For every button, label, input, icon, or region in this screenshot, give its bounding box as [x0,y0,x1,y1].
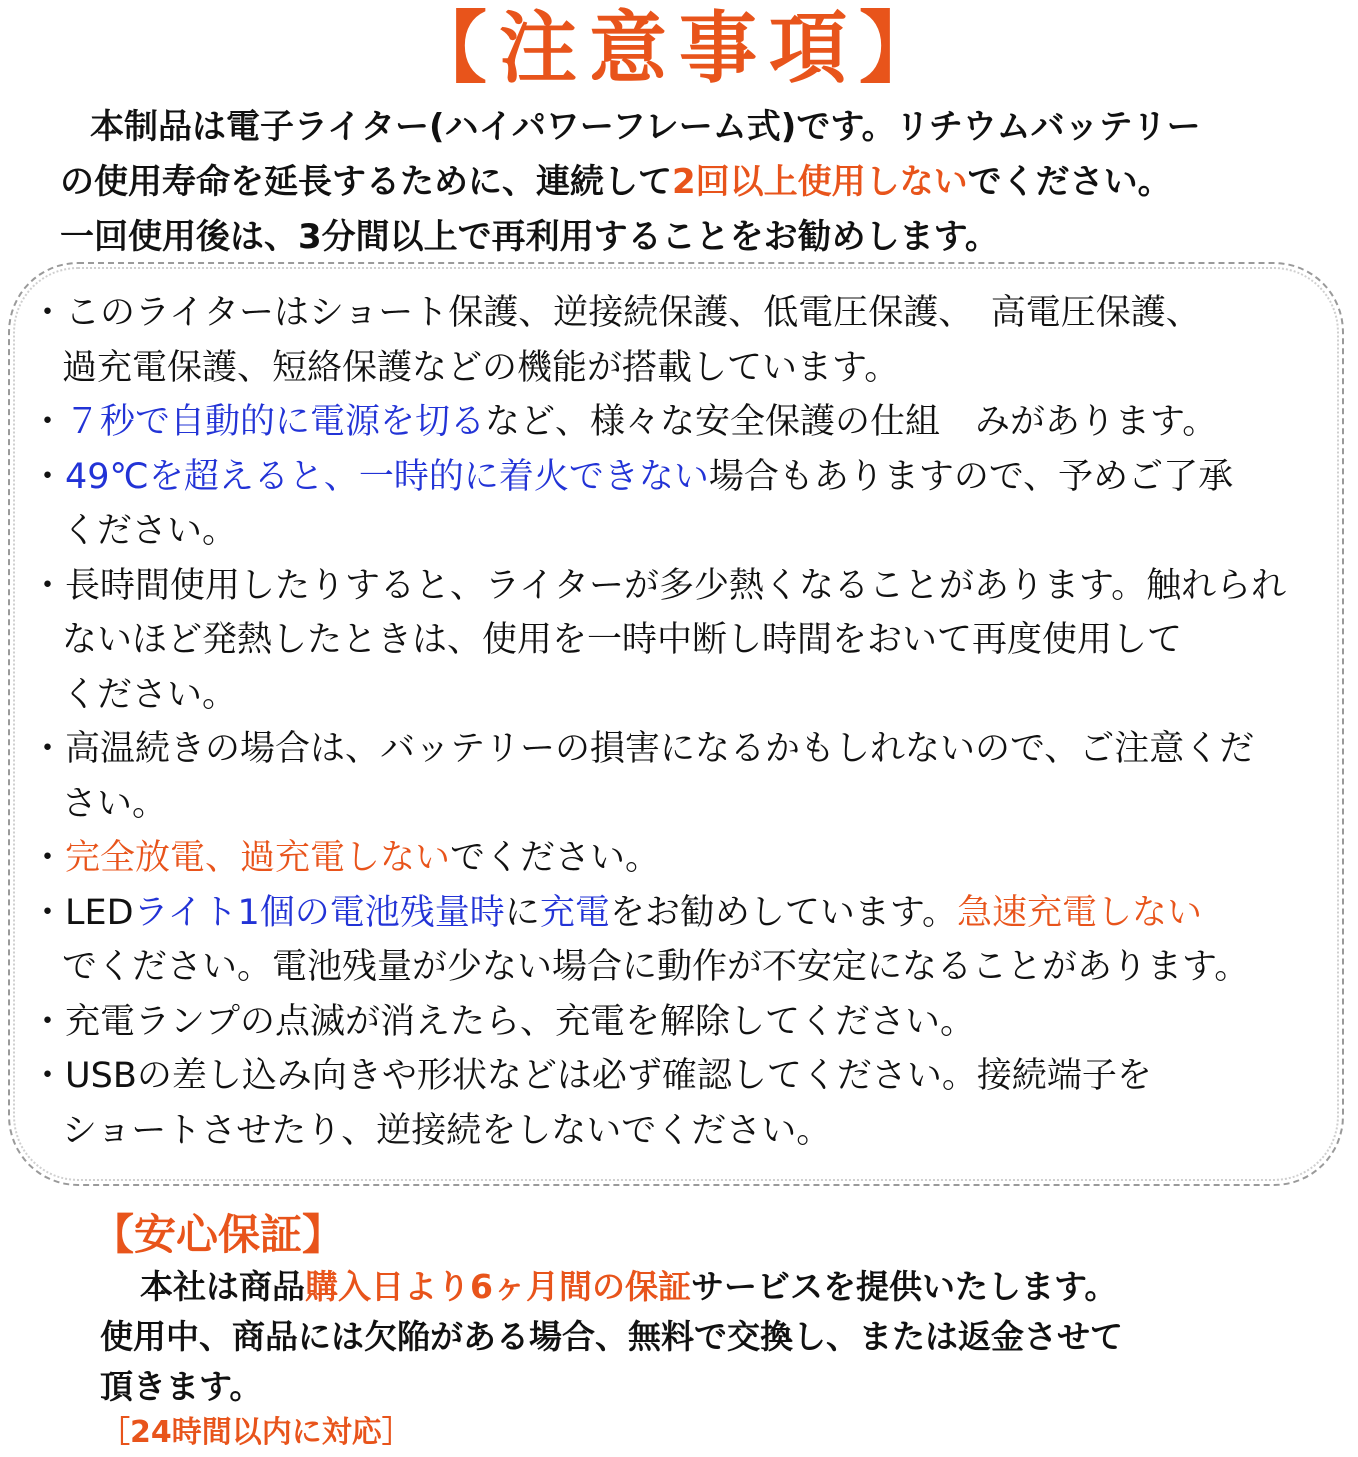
note-charge-lamp: ・充電ランプの点滅が消えたら、充電を解除してください。 [30,1001,976,1042]
intro-text: でください。 [967,162,1172,202]
intro-highlight: 2回以上使用しない [672,162,968,202]
note-heat-line-2: ないほど発熱したときは、使用を一時中断し時間をおいて再度使用して [62,620,1183,660]
warranty-heading: 【安心保証】 [92,1210,345,1259]
note-auto-off [30,395,1340,450]
note-usb-line-1: ・USBの差し込み向きや形状などは必ず確認してください。接続端子を [30,1056,1152,1096]
note-highlight-blue: 49℃を超えると、一時的に着火できない [65,456,709,497]
page-title: 【注意事項】 [408,4,949,94]
note-text: に [504,892,540,933]
note-high-temp-line-1: ・高温続きの場合は、バッテリーの損害になるかもしれないので、ご注意くだ [30,729,1255,769]
note-temperature-line-1 [30,450,1340,505]
note-protection-line-2: 過充電保護、短絡保護などの機能が搭載しています。 [62,347,900,388]
note-text: をお勧めしています。 [609,892,958,933]
note-text: ・LED [30,892,134,933]
note-heat-line-1: ・長時間使用したりすると、ライターが多少熱くなることがあります。触れられ [30,565,1287,606]
note-highlight-blue: ７秒で自動的に電源を切る [65,402,486,442]
note-highlight-blue: 充電 [539,892,610,933]
warranty-highlight: 購入日より6ヶ月間の保証 [305,1267,691,1306]
note-high-temp-line-2: さい。 [62,783,168,824]
intro-text: の使用寿命を延長するために、連続して [60,162,672,202]
response-time-note: ［24時間以内に対応］ [100,1415,412,1450]
bullet: ・ [30,838,66,878]
note-temperature-line-2: ください。 [62,511,238,551]
bullet: ・ [30,402,66,442]
note-charging-line-2: でください。電池残量が少ない場合に動作が不安定になることがあります。 [62,947,1250,987]
intro-line-3: 一回使用後は、3分間以上で再利用することをお勧めします。 [60,217,999,257]
note-highlight-orange: 急速充電しない [957,892,1203,933]
note-protection-line-1: ・このライターはショート保護、逆接続保護、低電圧保護、 高電圧保護、 [30,293,1201,333]
warranty-paragraph [100,1262,1340,1412]
note-heat-line-3: ください。 [62,674,238,715]
intro-paragraph [40,100,1340,265]
note-usb-line-2: ショートさせたり、逆接続をしないでください。 [62,1110,832,1151]
note-text: 場合もありますので、予めご了承 [708,456,1234,497]
warranty-text: 本社は商品 [140,1267,305,1306]
intro-line-1: 本制品は電子ライター(ハイパワーフレーム式)です。リチウムバッテリー [90,107,1201,147]
intro-line-2 [40,155,1340,210]
warranty-line-3: 頂きます。 [100,1367,263,1406]
notes-list [30,286,1340,1158]
note-highlight-orange: 完全放電、過充電しない [65,838,451,878]
note-charging-line-1 [30,886,1340,941]
note-discharge [30,831,1340,886]
warranty-line-2: 使用中、商品には欠陥がある場合、無料で交換し、または返金させて [100,1317,1123,1356]
warranty-text: サービスを提供いたします。 [690,1267,1118,1306]
note-text: など、様々な安全保護の仕組 みがあります。 [485,402,1218,442]
bullet: ・ [30,456,66,497]
note-text: でください。 [450,838,661,878]
note-highlight-blue: ライト1個の電池残量時 [133,892,505,933]
warranty-line-1 [100,1262,1340,1312]
